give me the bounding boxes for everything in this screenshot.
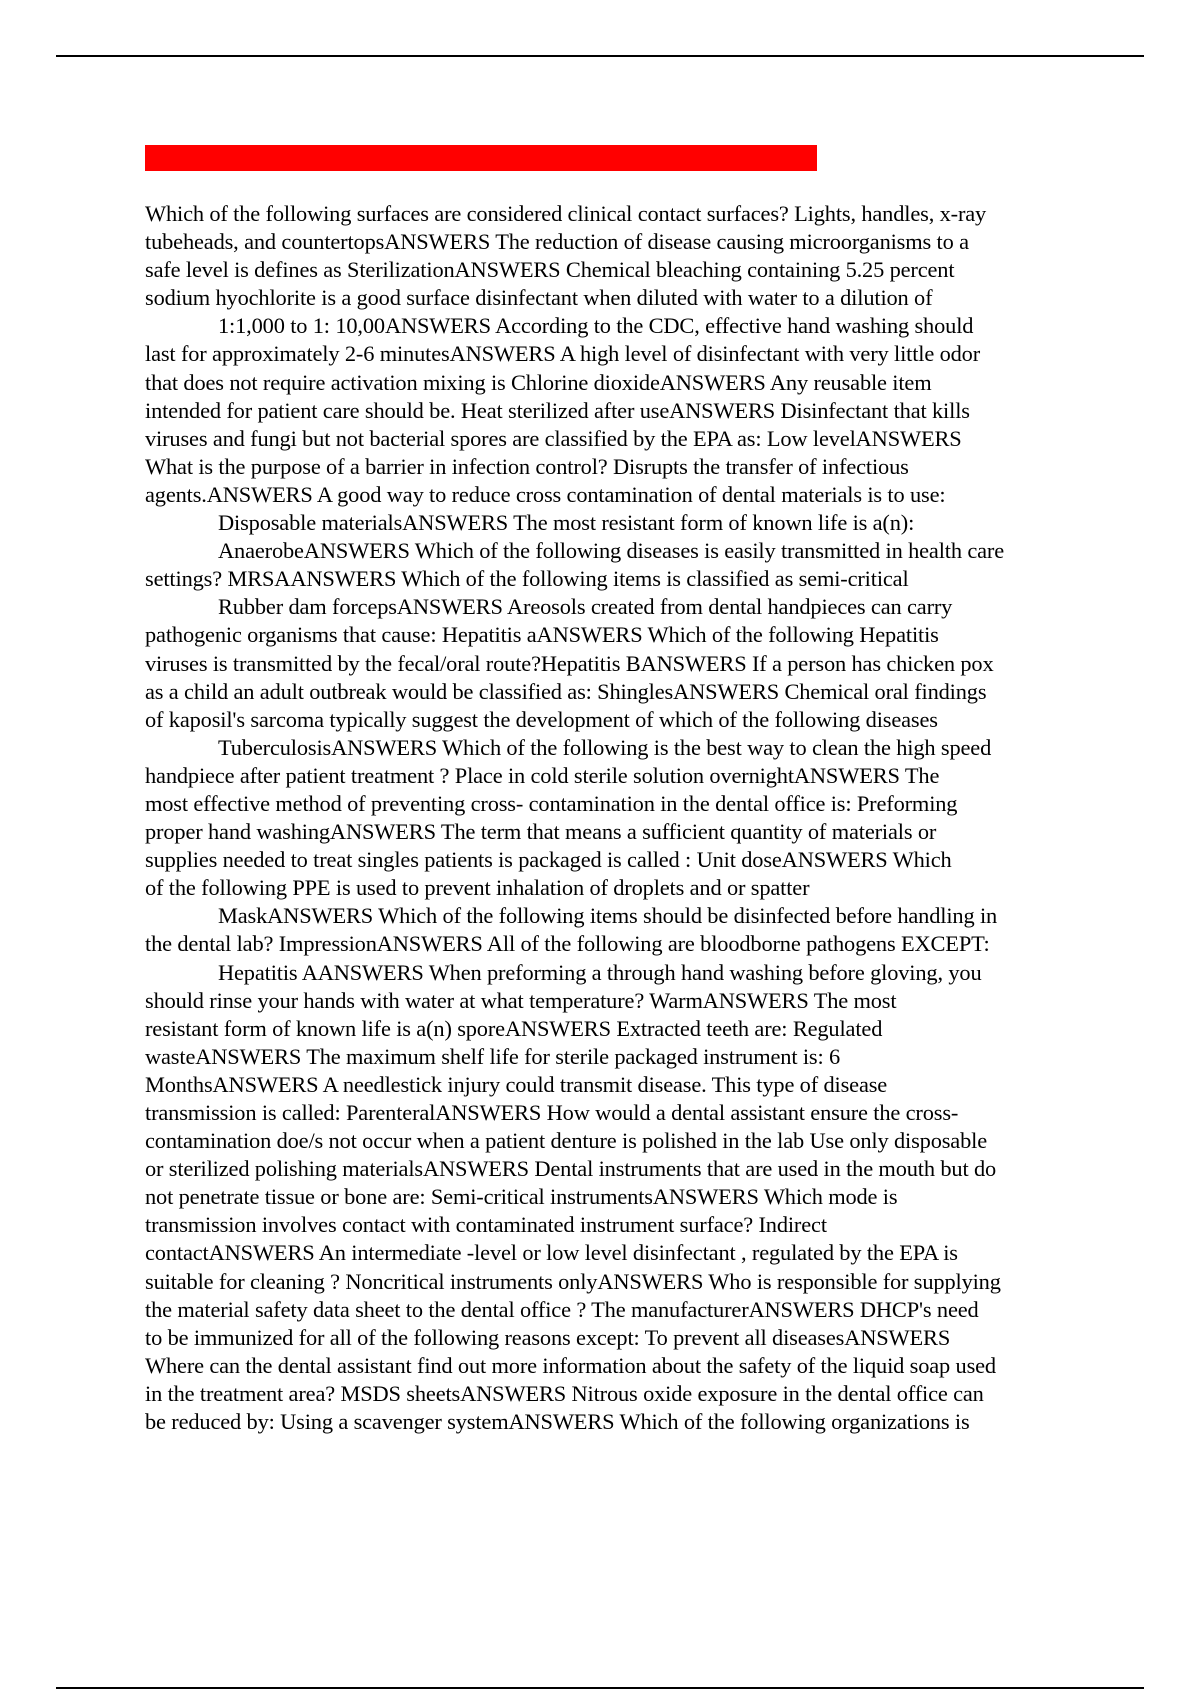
document-body <box>145 200 1090 1436</box>
body-line: the material safety data sheet to the dental office ? The manufacturerANSWERS DHCP's need <box>145 1296 979 1322</box>
body-line: resistant form of known life is a(n) sporeANSWERS Extracted teeth are: Regulated <box>145 1015 883 1041</box>
body-line: intended for patient care should be. Heat sterilized after useANSWERS Disinfectant that kills <box>145 397 970 423</box>
body-line: AnaerobeANSWERS Which of the following diseases is easily transmitted in health care <box>218 538 1005 564</box>
body-line: handpiece after patient treatment ? Place in cold sterile solution overnightANSWERS The <box>145 762 940 788</box>
body-line: MonthsANSWERS A needlestick injury could transmit disease. This type of disease <box>145 1071 888 1097</box>
body-line: agents.ANSWERS A good way to reduce cross contamination of dental materials is to use: <box>145 481 946 507</box>
body-line: What is the purpose of a barrier in infection control? Disrupts the transfer of infectious <box>145 453 909 479</box>
body-line: or sterilized polishing materialsANSWERS Dental instruments that are used in the mouth but do <box>145 1156 997 1182</box>
body-line: Hepatitis AANSWERS When preforming a through hand washing before gloving, you <box>218 959 982 985</box>
body-line: viruses and fungi but not bacterial spores are classified by the EPA as: Low levelANSWERS <box>145 425 962 451</box>
body-line: sodium hyochlorite is a good surface disinfectant when diluted with water to a dilution of <box>145 285 933 311</box>
body-line: most effective method of preventing cross- contamination in the dental office is: Preforming <box>145 790 958 816</box>
body-line: supplies needed to treat singles patients is packaged is called : Unit doseANSWERS Which <box>145 847 952 873</box>
body-line: transmission is called: ParenteralANSWERS How would a dental assistant ensure the cross- <box>145 1100 959 1125</box>
body-line: Rubber dam forcepsANSWERS Areosols created from dental handpieces can carry <box>218 594 953 620</box>
body-line: pathogenic organisms that cause: Hepatitis aANSWERS Which of the following Hepatitis <box>145 622 939 648</box>
body-line: settings? MRSAANSWERS Which of the following items is classified as semi-critical <box>145 566 909 592</box>
body-line: 1:1,000 to 1: 10,00ANSWERS According to the CDC, effective hand washing should <box>218 313 974 339</box>
body-line: the dental lab? ImpressionANSWERS All of the following are bloodborne pathogens EXCEPT: <box>145 931 990 957</box>
body-line: tubeheads, and countertopsANSWERS The reduction of disease causing microorganisms to a <box>145 229 969 255</box>
body-line: as a child an adult outbreak would be classified as: ShinglesANSWERS Chemical oral findings <box>145 678 987 704</box>
body-line: contactANSWERS An intermediate -level or low level disinfectant , regulated by the EPA is <box>145 1240 958 1266</box>
body-line: that does not require activation mixing is Chlorine dioxideANSWERS Any reusable item <box>145 369 932 395</box>
document-title <box>145 145 817 171</box>
document-title-block <box>145 145 817 173</box>
body-line: in the treatment area? MSDS sheetsANSWERS Nitrous oxide exposure in the dental office can <box>145 1380 984 1406</box>
body-line: Which of the following surfaces are considered clinical contact surfaces? Lights, handles, x-ray <box>145 201 987 226</box>
body-line: should rinse your hands with water at what temperature? WarmANSWERS The most <box>145 987 897 1013</box>
body-line: MaskANSWERS Which of the following items should be disinfected before handling in <box>218 903 998 929</box>
body-line: contamination doe/s not occur when a patient denture is polished in the lab Use only disposable <box>145 1128 987 1154</box>
body-line: Disposable materialsANSWERS The most resistant form of known life is a(n): <box>218 510 915 536</box>
body-line: to be immunized for all of the following reasons except: To prevent all diseasesANSWERS <box>145 1324 951 1350</box>
body-line: safe level is defines as SterilizationANSWERS Chemical bleaching containing 5.25 percent <box>145 257 955 283</box>
bottom-rule <box>56 1687 1144 1689</box>
body-line: of kaposil's sarcoma typically suggest the development of which of the following diseases <box>145 706 938 732</box>
body-line: be reduced by: Using a scavenger systemANSWERS Which of the following organizations is <box>145 1409 970 1435</box>
body-line: transmission involves contact with contaminated instrument surface? Indirect <box>145 1212 827 1238</box>
body-line: wasteANSWERS The maximum shelf life for sterile packaged instrument is: 6 <box>145 1043 841 1069</box>
body-line: TuberculosisANSWERS Which of the following is the best way to clean the high speed <box>218 734 992 760</box>
body-line: Where can the dental assistant find out more information about the safety of the liquid soap used <box>145 1352 996 1378</box>
body-line: suitable for cleaning ? Noncritical instruments onlyANSWERS Who is responsible for supplying <box>145 1268 1001 1294</box>
body-line: last for approximately 2-6 minutesANSWERS A high level of disinfectant with very little odor <box>145 341 981 367</box>
body-line: of the following PPE is used to prevent inhalation of droplets and or spatter <box>145 875 810 901</box>
body-line: proper hand washingANSWERS The term that means a sufficient quantity of materials or <box>145 819 937 845</box>
body-line: viruses is transmitted by the fecal/oral route?Hepatitis BANSWERS If a person has chicken pox <box>145 650 994 676</box>
title-part-serif: COMPLETE QUESTIONS WITH VERIFIED ANSWERS <box>349 147 815 169</box>
title-part-sans: ICE EXAM PRACTICE <box>145 147 350 169</box>
top-rule <box>56 55 1144 57</box>
body-line: not penetrate tissue or bone are: Semi-critical instrumentsANSWERS Which mode is <box>145 1184 898 1210</box>
